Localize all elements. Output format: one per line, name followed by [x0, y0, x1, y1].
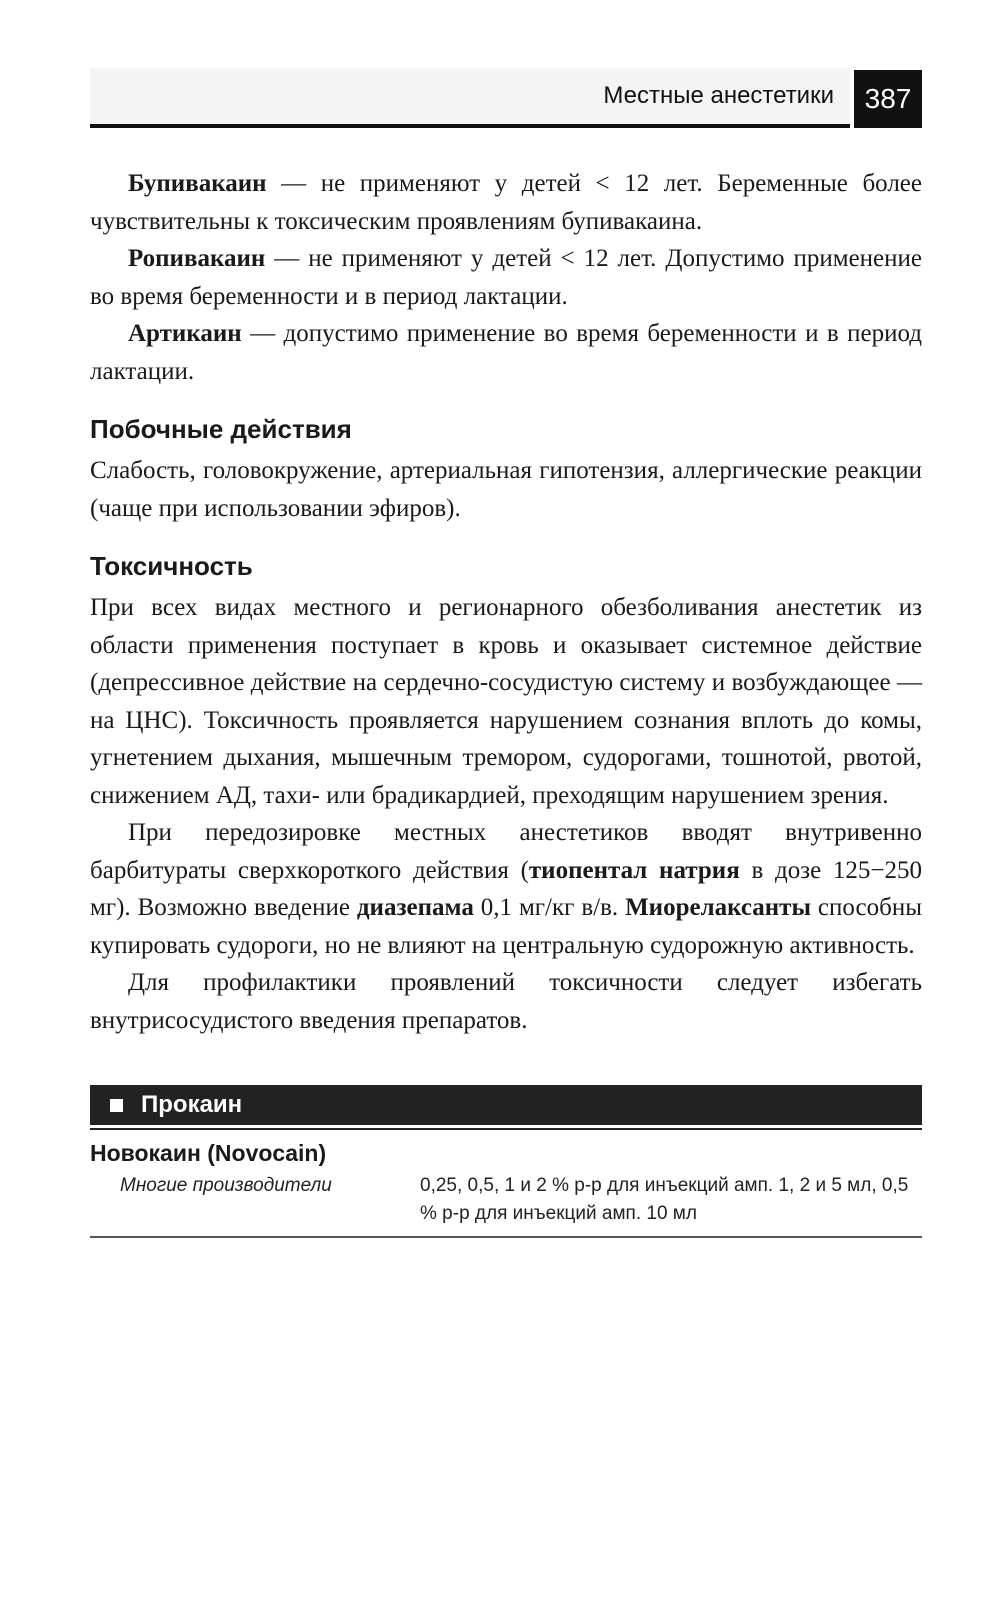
header-title: Местные анестетики [603, 82, 834, 109]
manufacturer: Многие производители [120, 1175, 332, 1196]
paragraph-text: — не применяют у детей < 12 лет. Допустимо применение во время беременности и в период лактации. [90, 245, 922, 310]
square-bullet-icon [110, 1099, 123, 1112]
drug-details-row [90, 1172, 922, 1228]
drug-term: Ропивакаин [128, 245, 266, 272]
drug-term: Миорелаксанты [625, 894, 811, 921]
divider [90, 1236, 922, 1238]
toxicity-paragraph-3: Для профилактики проявлений токсичности следует избегать внутрисосудистого введения препаратов. [90, 969, 922, 1034]
side-effects-heading: Побочные действия [90, 414, 352, 444]
drug-group-bar [90, 1085, 922, 1125]
divider [90, 1128, 922, 1130]
text-run: в дозе 125−250 мг). Возможно введение [90, 856, 922, 921]
drug-term: Бупивакаин [128, 170, 267, 197]
text-run: 0,1 мг/кг в/в. [473, 894, 626, 921]
drug-group-title: Прокаин [141, 1091, 243, 1118]
paragraph-articaine [90, 315, 922, 390]
paragraph-text: — не применяют у детей < 12 лет. Беременные более чувствительны к токсическим проявлениям бупивакаина. [90, 170, 922, 235]
drug-entry [90, 1085, 922, 1238]
dosage-forms: 0,25, 0,5, 1 и 2 % р-р для инъекций амп. 1, 2 и 5 мл, 0,5 % р-р для инъекций амп. 10 мл [420, 1175, 909, 1224]
drug-term: Артикаин [128, 320, 242, 347]
paragraph-bupivacaine [90, 165, 922, 240]
paragraph-text: — допустимо применение во время беременности и в период лактации. [90, 320, 922, 385]
text-run: При передозировке местных анестетиков вводят внутривенно барбитураты сверхкороткого действия ( [90, 819, 922, 884]
running-header [90, 68, 922, 130]
drug-term: тиопентал натрия [528, 856, 740, 884]
side-effects-text: Слабость, головокружение, артериальная гипотензия, аллергические реакции (чаще при использовании эфиров). [90, 457, 922, 522]
text-run: способны купировать судороги, но не влияют на центральную судорожную активность. [90, 894, 923, 959]
toxicity-heading: Токсичность [90, 551, 253, 581]
page-number: 387 [854, 70, 922, 128]
paragraph-ropivacaine [90, 240, 922, 315]
toxicity-paragraph-2 [90, 814, 922, 964]
drug-term: диазепама [356, 894, 474, 921]
drug-name: Новокаин (Novocain) [90, 1140, 327, 1166]
toxicity-paragraph-1: При всех видах местного и регионарного обезболивания анестетик из области применения поступает в кровь и оказывает системное действие (депрессивное действие на сердечно-сосудистую систему и возбуждающее — на ЦНС). Токсичность проявляется нарушением сознания вплоть до комы, угнетением дыхания, мышечным тремором, судорогами, тошнотой, рвотой, снижением АД, тахи- или брадикардией, преходящим нарушением зрения. [90, 594, 922, 809]
book-page [90, 68, 922, 1238]
